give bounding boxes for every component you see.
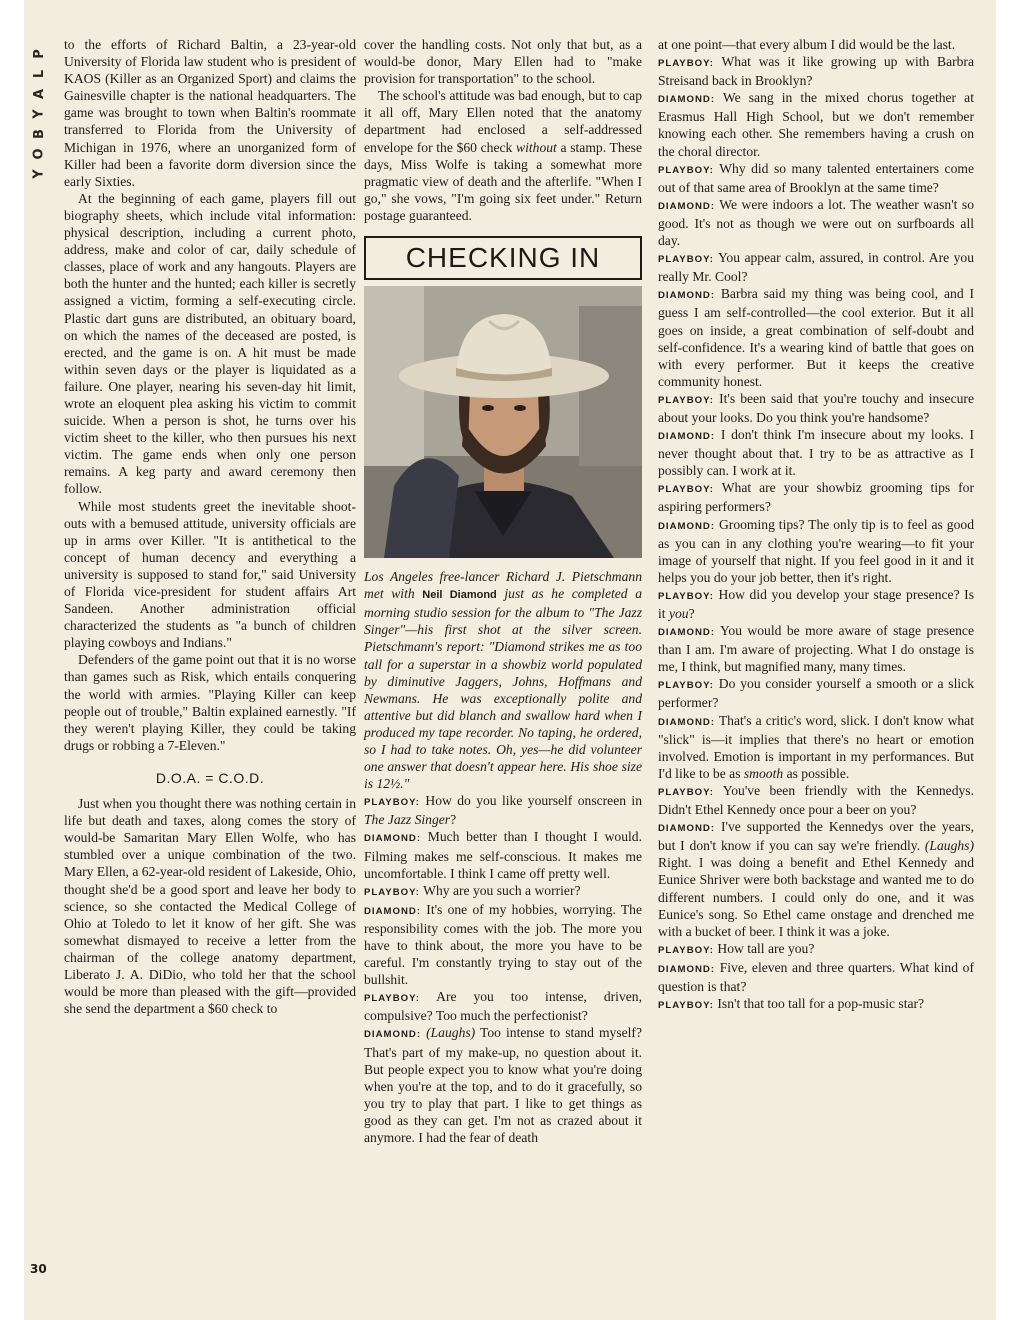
text-run: I've supported the Kennedys over the years, but I don't know if you can say we're friendly. — [658, 819, 974, 854]
interview-question — [364, 988, 642, 1024]
emphasis: (Laughs) — [924, 838, 974, 854]
text-run: It's one of my hobbies, worrying. The responsibility comes with the job. The more you have to think about, the more you have to be careful. I'm constantly trying to stay out of the bullshit. — [364, 901, 642, 988]
speaker-label: PLAYBOY: — [658, 944, 714, 956]
paragraph: While most students greet the inevitable shoot-outs with a bemused attitude, university officials are up in arms over Killer. "It is antithetical to the concept of human decency and everything a university is supposed to stand for," said University of Florida vice-president for student affairs Art Sandeen. Another administration official characterized the students as "a bunch of children playing cowboys and Indians." — [64, 498, 356, 651]
text-run: Los Angeles free-lancer Richard J. Pietschmann met with — [364, 569, 642, 602]
column-2 — [364, 36, 642, 1146]
text-run: What are your showbiz grooming tips for aspiring performers? — [658, 480, 974, 515]
speaker-label: PLAYBOY: — [658, 590, 714, 602]
portrait-illustration — [364, 286, 642, 558]
paragraph: At the beginning of each game, players fill out biography sheets, which include vital information: physical description, including a current photo, address, make and color of car, daily schedule of classes, place of work and any hangouts. Players are both the hunter and the hunted; each killer is secretly assigned a victim, forming a self-executing circle. Plastic dart guns are distributed, an obituary board, on which the names of the deceased are posted, is erected, and the game is on. A hit must be made within seven days or the player is liquidated as a failure. One player, nearing his seven-day hit limit, wrote an eloquent plea asking his victim to commit suicide. When a person is shot, he turns over his victim sheet to the killer, who then pursues his next victim. The game ends when only one person remains. A keg party and award ceremony then follow. — [64, 190, 356, 497]
interview-question — [658, 53, 974, 89]
interview-question — [364, 792, 642, 828]
interview-answer — [364, 1024, 642, 1146]
speaker-label: DIAMOND: — [364, 905, 422, 917]
folio-letter: L — [31, 69, 47, 79]
interview-question — [658, 160, 974, 196]
text-run: Much better than I thought I would. Filming makes me self-conscious. It makes me uncomfortable. I think I came off pretty well. — [364, 829, 642, 881]
photo-caption — [364, 568, 642, 792]
speaker-label: PLAYBOY: — [364, 886, 420, 898]
speaker-label: PLAYBOY: — [364, 797, 420, 809]
speaker-label: DIAMOND: — [658, 431, 716, 443]
speaker-label: PLAYBOY: — [658, 786, 714, 798]
text-run: Too intense to stand myself? That's part of my make-up, no question about it. But people expect you to know what you're doing when you're at the top, and to do it gracefully, so you try to play that part. I like to get things as good as they can get. I'm not as crazed about it anymore. I had the fear of death — [364, 1025, 642, 1146]
speaker-label: DIAMOND: — [364, 1029, 422, 1041]
text-run: a stamp. These days, Miss Wolfe is taking a somewhat more pragmatic view of death and the afterlife. "When I go," she vows, "I'm going six feet under." Return postage guaranteed. — [364, 139, 642, 223]
emphasis: you — [668, 606, 689, 621]
paragraph: Just when you thought there was nothing certain in life but death and taxes, along comes the story of would-be Samaritan Mary Ellen Wolfe, who has stumbled over a unique combination of the two. Mary Ellen, a 62-year-old resident of Lakeside, Ohio, thought she'd be a good sport and leave her body to science, so she contacted the Medical College of Ohio at Toledo to let it know of her gift. She was somewhat dismayed to receive a letter from the chairman of the college anatomy department, Liberato J. A. DiDio, who told her that the school would be more than pleased with the gift—provided she send the department a $60 check to — [64, 796, 356, 1017]
text-run: ? — [688, 606, 695, 621]
text-run: Barbra said my thing was being cool, and I guess I am self-controlled—the cool exterior. But it all goes on inside, a great combination of self-doubt and self-confidence. It's a wearing kind of battle that goes on with every performer. But it keeps the creative community honest. — [658, 286, 974, 389]
interview-answer — [364, 901, 642, 988]
interview-question — [364, 882, 642, 901]
interview-answer — [658, 712, 974, 782]
interview-question — [658, 249, 974, 285]
section-box-title: CHECKING IN — [364, 236, 642, 280]
interview-answer — [658, 89, 974, 159]
speaker-label: DIAMOND: — [658, 716, 716, 728]
speaker-label: PLAYBOY: — [658, 394, 714, 406]
text-run: You appear calm, assured, in control. Are you really Mr. Cool? — [658, 250, 974, 285]
caption-subject-name: Neil Diamond — [422, 589, 497, 602]
interview-answer — [658, 426, 974, 479]
column-1 — [64, 36, 356, 1017]
paragraph: Defenders of the game point out that it is no worse than games such as Risk, which entails conquering the world with armies. "Playing Killer can keep people out of trouble," Baltin explained earnestly. "If they weren't playing Killer, they could be taking drugs or robbing a 7-Eleven." — [64, 652, 356, 753]
text-run: Right. I was doing a benefit and Ethel Kennedy and Eunice Shriver were both backstage and wanted me to do different numbers. I could only do one, and it was Eunice's song. So Ethel came onstage and drenched me with a bucket of beer. I think it was a joke. — [658, 855, 974, 939]
speaker-label: PLAYBOY: — [658, 58, 714, 70]
speaker-label: PLAYBOY: — [364, 993, 420, 1005]
interview-question — [658, 995, 974, 1014]
text-run: That's a critic's word, slick. I don't know what "slick" is—it implies that there's no heart or emotion involved. Emotion is important in my performances. But I'd like to be as — [658, 712, 974, 781]
speaker-label: DIAMOND: — [658, 200, 716, 212]
emphasis: The Jazz Singer — [364, 812, 451, 828]
text-run: We sang in the mixed chorus together at Erasmus Hall High School, but we don't remember knowing each other. She remembers having a crush on the choral director. — [658, 90, 974, 159]
speaker-label: DIAMOND: — [658, 627, 716, 639]
text-run: You would be more aware of stage presence than I am. I'm aware of projecting. What I do onstage is me, I think, but magnified many, many times. — [658, 623, 974, 675]
text-run: It's been said that you're touchy and insecure about your looks. Do you think you're handsome? — [658, 390, 974, 425]
emphasis: smooth — [743, 765, 784, 781]
folio-letter: Y — [31, 169, 47, 179]
folio-letter: A — [32, 88, 47, 100]
text-run: You've been friendly with the Kennedys. Didn't Ethel Kennedy once pour a beer on you? — [658, 782, 974, 818]
text-run: How did you develop your stage presence? Is it — [658, 586, 974, 621]
interview-answer — [364, 828, 642, 881]
text-run: as possible. — [783, 765, 850, 781]
text-run: Isn't that too tall for a pop-music star? — [713, 996, 925, 1012]
text-run: I don't think I'm insecure about my looks. I never thought about that. I try to be as attractive as I possibly can. I work at it. — [658, 427, 974, 479]
text-run: ? — [450, 812, 457, 828]
section-subhead: D.O.A. = C.O.D. — [155, 769, 265, 786]
interview-answer — [658, 959, 974, 995]
speaker-label: PLAYBOY: — [658, 484, 714, 496]
folio-letter: B — [31, 129, 47, 139]
text-run: We were indoors a lot. The weather wasn't so good. It's not as though we were out on surfboards all day. — [658, 196, 974, 249]
text-run: just as he completed a morning studio session for the album to "The Jazz Singer"—his first shot at the silver screen. Pietschmann's report: "Diamond strikes me as too tall for a superstar in a showbiz world populated by diminutive Jaggers, Johns, Hoffmans and Newmans. He was exceptionally polite and attentive but did blanch and swallow hard when I produced my tape recorder. No taping, he ordered, so I had to take notes. Oh, yes—he did volunteer one answer that doesn't appear here. His shoe size is 12½." — [364, 586, 642, 792]
text-run: The school's attitude was bad enough, but to cap it all off, Mary Ellen noted that the anatomy department had enclosed a self-addressed envelope for the $60 check — [364, 88, 642, 155]
paragraph — [364, 87, 642, 224]
interview-answer — [658, 622, 974, 675]
text-run: How tall are you? — [713, 940, 815, 956]
speaker-label: DIAMOND: — [658, 823, 716, 835]
interview-question — [658, 479, 974, 515]
portrait-photo — [364, 286, 642, 558]
speaker-label: PLAYBOY: — [658, 1000, 714, 1012]
text-run: Why are you such a worrier? — [419, 882, 581, 898]
column-3 — [658, 36, 974, 1014]
interview-question — [658, 940, 974, 959]
paragraph: to the efforts of Richard Baltin, a 23-year-old University of Florida law student who is president of KAOS (Killer as an Organized Sport) and claims the Gainesville chapter is the national headquarters. The game was brought to town when Baltin's roommate transferred to Florida from the University of Michigan in 1976, where an unorganized form of Killer had been a favorite dorm diversion since the early Sixties. — [64, 37, 356, 189]
interview-answer — [658, 196, 974, 249]
running-head-vertical — [30, 44, 50, 184]
interview-answer — [658, 285, 974, 390]
text-run: What was it like growing up with Barbra Streisand back in Brooklyn? — [658, 54, 974, 89]
emphasis: (Laughs) — [426, 1025, 476, 1041]
paragraph: cover the handling costs. Not only that but, as a would-be donor, Mary Ellen had to "make provision for transportation" to the school. — [364, 37, 642, 87]
speaker-label: DIAMOND: — [658, 94, 716, 106]
magazine-page — [24, 0, 996, 1320]
text-run: Are you too intense, driven, compulsive? Too much the perfectionist? — [364, 989, 642, 1024]
text-run: Do you consider yourself a smooth or a slick performer? — [658, 676, 974, 711]
speaker-label: PLAYBOY: — [658, 254, 714, 266]
interview-question — [658, 586, 974, 622]
interview-question — [658, 675, 974, 711]
interview-question — [658, 390, 974, 426]
speaker-label: DIAMOND: — [364, 833, 422, 845]
folio-letter: Y — [31, 109, 47, 119]
speaker-label: DIAMOND: — [658, 520, 716, 532]
folio-letter: P — [32, 49, 47, 59]
folio-letter: O — [32, 148, 47, 160]
speaker-label: PLAYBOY: — [658, 164, 714, 176]
text-run: Five, eleven and three quarters. What kind of question is that? — [658, 959, 974, 994]
paragraph: at one point—that every album I did would be the last. — [658, 37, 956, 52]
speaker-label: PLAYBOY: — [658, 680, 714, 692]
text-run: How do you like yourself onscreen in — [419, 793, 642, 809]
speaker-label: DIAMOND: — [658, 963, 716, 975]
interview-answer — [658, 818, 974, 940]
interview-answer — [658, 516, 974, 586]
emphasis: without — [516, 139, 557, 155]
interview-question — [658, 782, 974, 818]
page-number: 30 — [30, 1262, 47, 1276]
speaker-label: DIAMOND: — [658, 290, 716, 302]
text-run: Grooming tips? The only tip is to feel as good as you can in any clothing you're wearing—to fit your image of yourself that night. If you feel good in it and it helps you do your job better, then it's right. — [658, 516, 974, 585]
text-run: Why did so many talented entertainers come out of that same area of Brooklyn at the same time? — [658, 160, 974, 195]
